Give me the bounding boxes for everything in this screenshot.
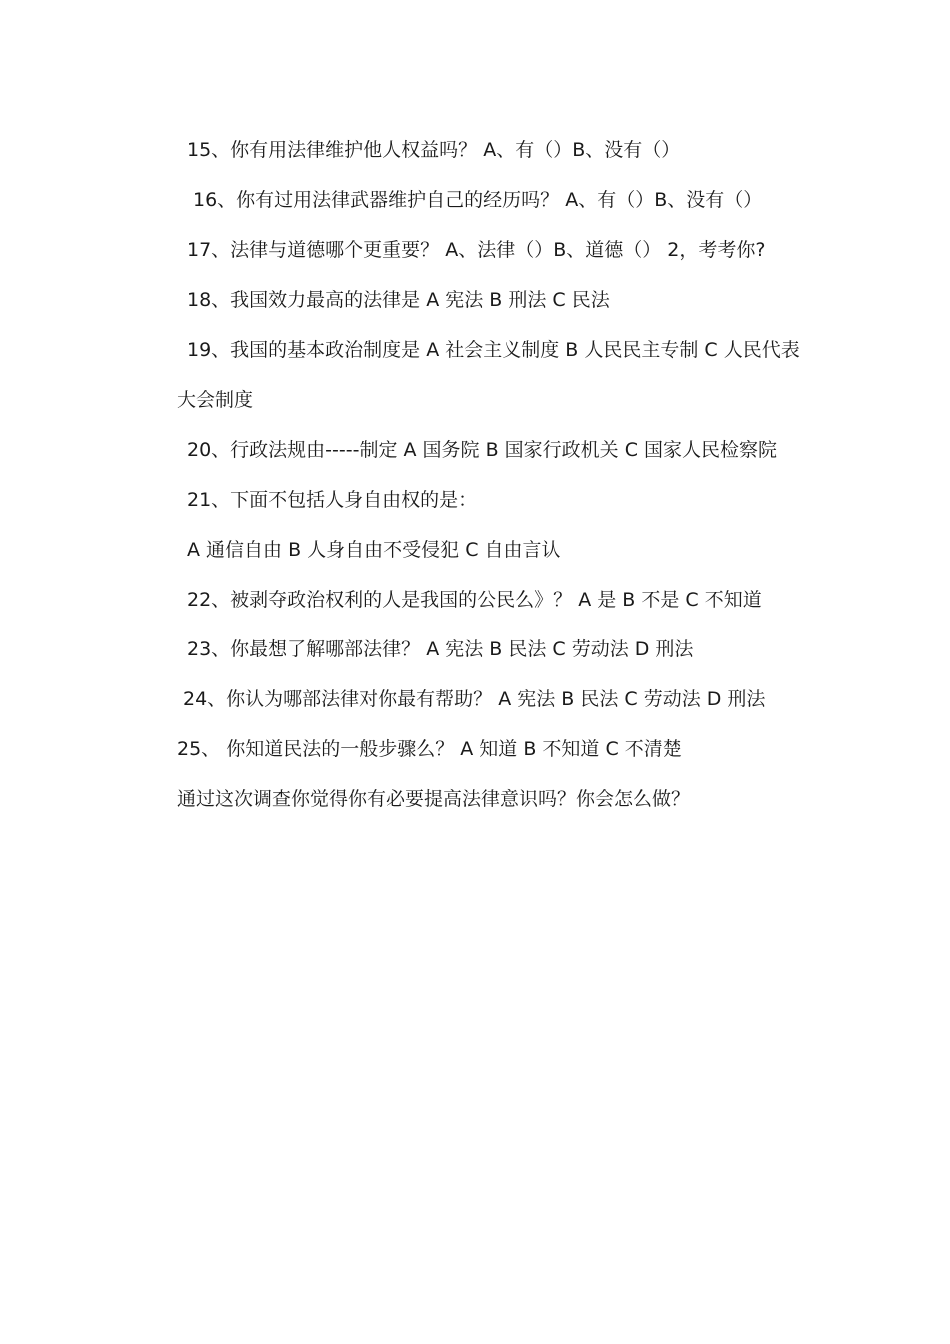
question-21: 21、下面不包括人身自由权的是： <box>187 489 478 511</box>
question-16: 16、你有过用法律武器维护自己的经历吗？ A、有（）B、没有（） <box>193 189 763 211</box>
question-23: 23、你最想了解哪部法律？ A 宪法 B 民法 C 劳动法 D 刑法 <box>187 638 694 660</box>
question-19-continuation: 大会制度 <box>177 389 254 411</box>
question-22: 22、被剥夺政治权利的人是我国的公民么》？ A 是 B 不是 C 不知道 <box>187 589 762 611</box>
question-25: 25、 你知道民法的一般步骤么？ A 知道 B 不知道 C 不清楚 <box>177 738 682 760</box>
question-21-options: A 通信自由 B 人身自由不受侵犯 C 自由言认 <box>187 539 561 561</box>
question-18: 18、我国效力最高的法律是 A 宪法 B 刑法 C 民法 <box>187 289 610 311</box>
question-19: 19、我国的基本政治制度是 A 社会主义制度 B 人民民主专制 C 人民代表 <box>187 339 800 361</box>
closing-question: 通过这次调查你觉得你有必要提高法律意识吗？你会怎么做？ <box>177 788 691 810</box>
question-17: 17、法律与道德哪个更重要？ A、法律（）B、道德（） 2，考考你? <box>187 239 766 261</box>
question-24: 24、你认为哪部法律对你最有帮助？ A 宪法 B 民法 C 劳动法 D 刑法 <box>183 688 766 710</box>
question-20: 20、行政法规由-----制定 A 国务院 B 国家行政机关 C 国家人民检察院 <box>187 439 777 461</box>
question-15: 15、你有用法律维护他人权益吗？ A、有（）B、没有（） <box>187 139 681 161</box>
